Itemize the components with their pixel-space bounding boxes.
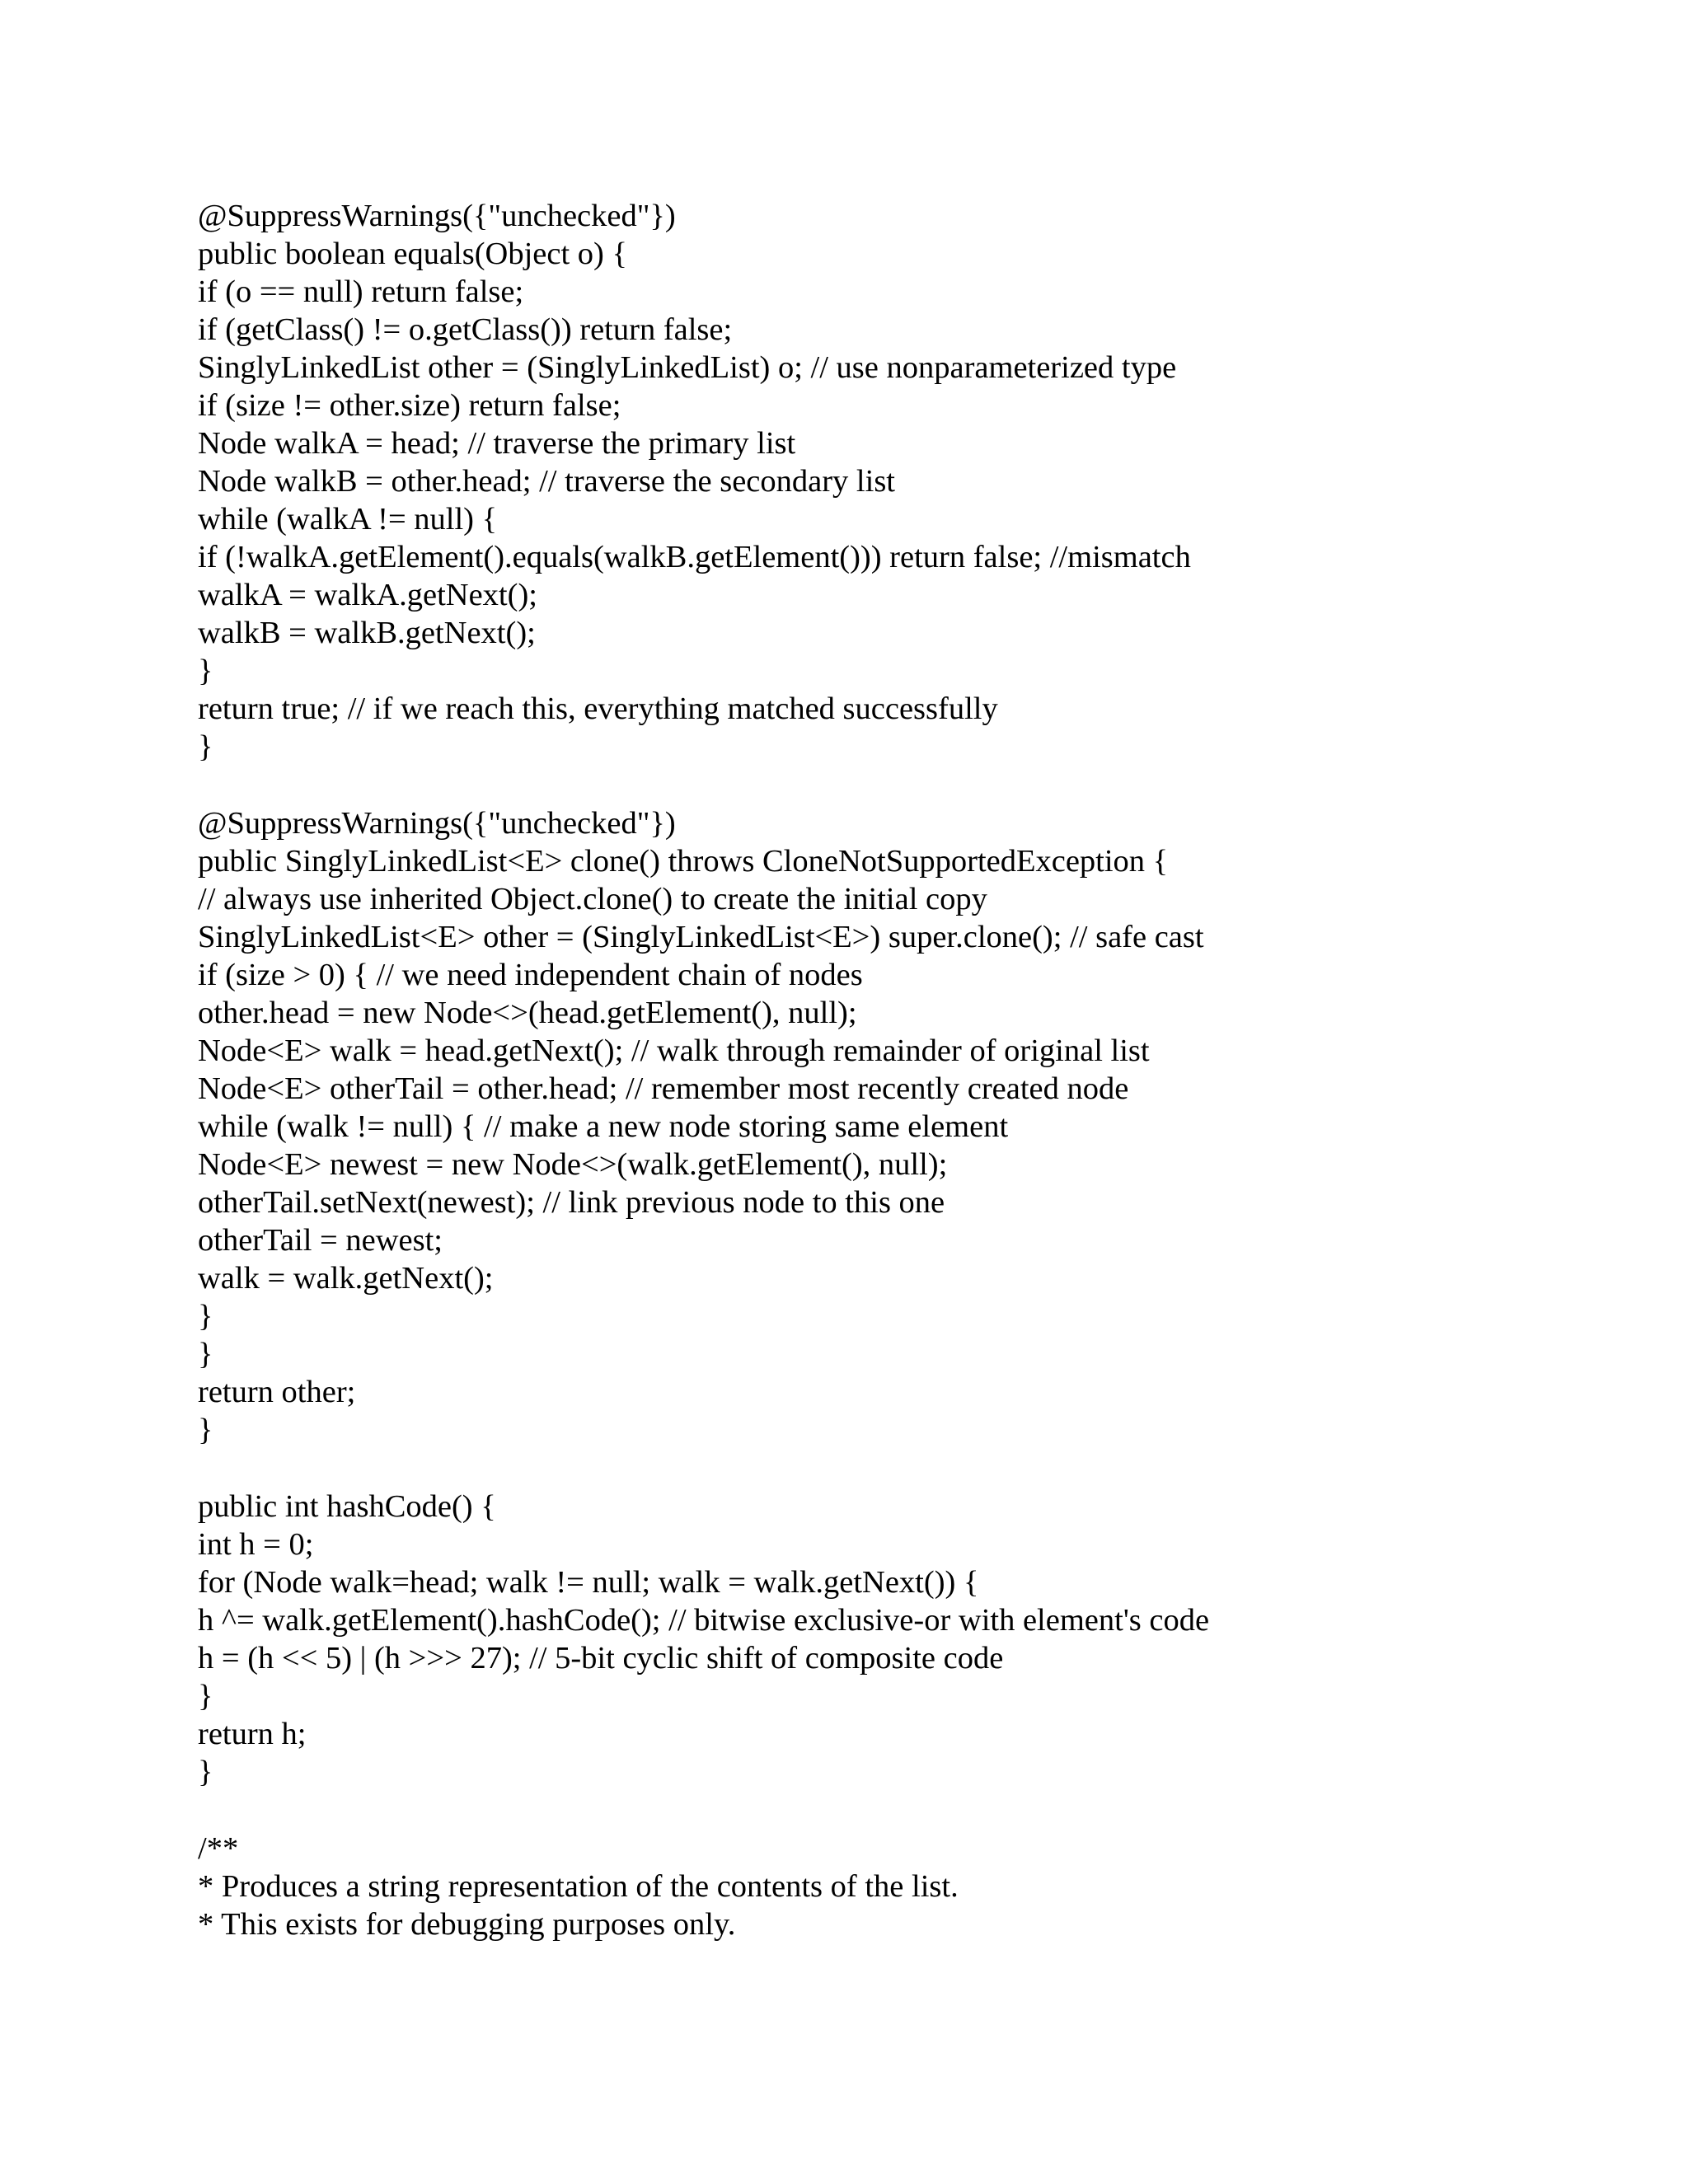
- code-line: if (size != other.size) return false;: [198, 388, 621, 423]
- code-line: @SuppressWarnings({"unchecked"}): [198, 199, 676, 233]
- code-line: }: [198, 1755, 213, 1789]
- code-line: otherTail.setNext(newest); // link previous node to this one: [198, 1185, 945, 1220]
- code-line: Node walkB = other.head; // traverse the secondary list: [198, 464, 896, 499]
- code-line: if (size > 0) { // we need independent chain of nodes: [198, 958, 863, 992]
- code-line: }: [198, 729, 213, 764]
- code-line: return h;: [198, 1717, 307, 1751]
- code-line: @SuppressWarnings({"unchecked"}): [198, 806, 676, 841]
- code-line: walkB = walkB.getNext();: [198, 616, 536, 650]
- code-line: Node walkA = head; // traverse the primary list: [198, 426, 796, 461]
- code-line: }: [198, 1299, 213, 1333]
- code-line: // always use inherited Object.clone() to create the initial copy: [198, 882, 987, 916]
- code-line: Node<E> newest = new Node<>(walk.getElement(), null);: [198, 1147, 948, 1182]
- code-line: }: [198, 1413, 213, 1447]
- code-line: for (Node walk=head; walk != null; walk = walk.getNext()) {: [198, 1565, 979, 1600]
- code-line: }: [198, 1337, 213, 1371]
- code-line: }: [198, 654, 213, 688]
- code-line: SinglyLinkedList other = (SinglyLinkedList) o; // use nonparameterized type: [198, 350, 1177, 385]
- code-line: public int hashCode() {: [198, 1489, 496, 1524]
- code-line: public boolean equals(Object o) {: [198, 237, 627, 271]
- code-line: other.head = new Node<>(head.getElement(), null);: [198, 996, 857, 1030]
- code-line: * Produces a string representation of the contents of the list.: [198, 1869, 959, 1904]
- code-line: while (walkA != null) {: [198, 502, 498, 537]
- code-line: h ^= walk.getElement().hashCode(); // bitwise exclusive-or with element's code: [198, 1603, 1210, 1638]
- code-line: }: [198, 1679, 213, 1713]
- code-line: SinglyLinkedList<E> other = (SinglyLinkedList<E>) super.clone(); // safe cast: [198, 920, 1204, 954]
- code-line: return true; // if we reach this, everything matched successfully: [198, 691, 998, 726]
- code-line: Node<E> walk = head.getNext(); // walk through remainder of original list: [198, 1033, 1150, 1068]
- code-line: walk = walk.getNext();: [198, 1261, 494, 1296]
- code-line: return other;: [198, 1375, 356, 1409]
- code-line: /**: [198, 1831, 239, 1866]
- code-line: int h = 0;: [198, 1527, 314, 1562]
- code-line: public SinglyLinkedList<E> clone() throws CloneNotSupportedException {: [198, 844, 1169, 879]
- code-line: otherTail = newest;: [198, 1223, 443, 1258]
- code-line: if (o == null) return false;: [198, 274, 524, 309]
- code-line: h = (h << 5) | (h >>> 27); // 5-bit cyclic shift of composite code: [198, 1641, 1004, 1675]
- code-line: if (!walkA.getElement().equals(walkB.getElement())) return false; //mismatch: [198, 540, 1191, 574]
- code-line: while (walk != null) { // make a new node storing same element: [198, 1109, 1009, 1144]
- code-line: if (getClass() != o.getClass()) return false;: [198, 312, 733, 347]
- code-line: walkA = walkA.getNext();: [198, 578, 537, 612]
- code-line: Node<E> otherTail = other.head; // remember most recently created node: [198, 1071, 1129, 1106]
- code-line: * This exists for debugging purposes only.: [198, 1907, 736, 1942]
